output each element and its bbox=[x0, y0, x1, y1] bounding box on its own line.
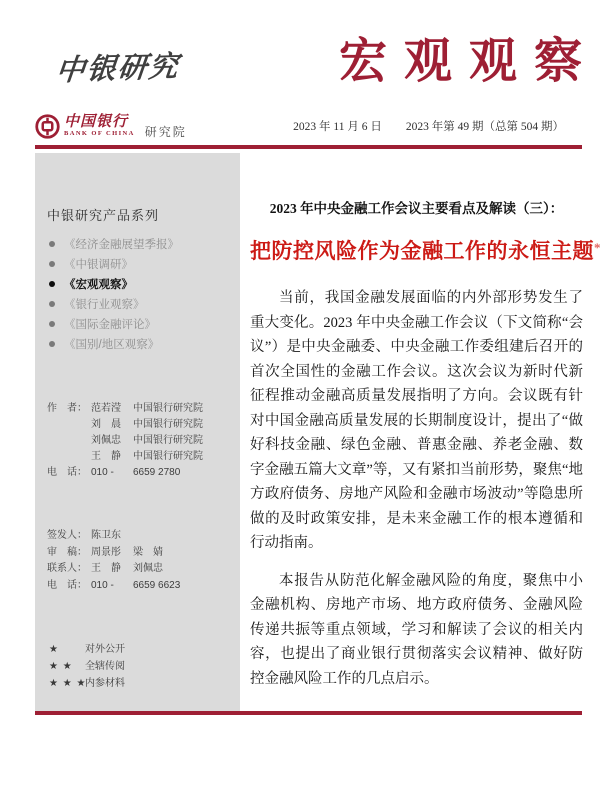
bullet-icon bbox=[49, 301, 55, 307]
field-label: 电 话： bbox=[47, 579, 87, 591]
series-item-label: 《银行业观察》 bbox=[64, 299, 145, 311]
org-row bbox=[35, 109, 582, 143]
author-org: 中国银行研究院 bbox=[133, 451, 203, 462]
author-name: 范若滢 bbox=[91, 403, 121, 414]
series-item-label: 《中银调研》 bbox=[64, 259, 133, 271]
series-item-label: 《宏观观察》 bbox=[64, 279, 133, 291]
author-org: 中国银行研究院 bbox=[133, 435, 203, 446]
series-item bbox=[47, 234, 179, 254]
phone-part: 6659 2780 bbox=[133, 467, 181, 478]
phone-part: 010 - bbox=[91, 467, 114, 478]
body-paragraph: 本报告从防范化解金融风险的角度，聚焦中小金融机构、房地产市场、地方政府债务、金融风险传递共振等重点领域，学习和解读了会议的相关内容，也提出了商业银行贯彻落实会议精神、做好防控金融风险工作的几点启示。 bbox=[250, 572, 583, 687]
field-label: 联系人： bbox=[47, 563, 87, 574]
dept-label: 研究院 bbox=[144, 125, 187, 139]
bottom-rule bbox=[35, 711, 582, 715]
publish-date: 2023 年 11 月 6 日 bbox=[293, 121, 382, 133]
author-org: 中国银行研究院 bbox=[133, 403, 203, 414]
field-label bbox=[47, 417, 91, 433]
bank-name-cn: 中国银行 bbox=[64, 113, 129, 130]
bank-name-block bbox=[64, 115, 135, 138]
bullet-icon bbox=[49, 321, 55, 327]
series-item-current bbox=[47, 274, 179, 294]
authors-block bbox=[47, 401, 203, 481]
article-kicker: 2023 年中央金融工作会议主要看点及解读（三）： bbox=[269, 201, 564, 216]
top-rule bbox=[35, 145, 582, 149]
contacts-block bbox=[47, 528, 180, 594]
star-rating-icon: ★ bbox=[49, 644, 59, 655]
author-org: 中国银行研究院 bbox=[133, 419, 203, 430]
bullet-icon bbox=[49, 241, 55, 247]
author-name: 刘 晨 bbox=[91, 419, 121, 430]
author-name: 王 静 bbox=[91, 451, 121, 462]
publication-title: 宏观观察 bbox=[338, 35, 599, 88]
series-item-label: 《国际金融评论》 bbox=[64, 319, 156, 331]
phone-part: 010 - bbox=[91, 579, 114, 591]
phone-part: 6659 6623 bbox=[133, 579, 181, 591]
series-item bbox=[47, 334, 179, 354]
series-item-label: 《国别/地区观察》 bbox=[64, 339, 160, 351]
issuer-name: 陈卫东 bbox=[91, 530, 121, 541]
series-title: 中银研究产品系列 bbox=[47, 208, 160, 223]
article-headline bbox=[250, 234, 601, 265]
classification-legend bbox=[49, 641, 125, 692]
issue-info bbox=[293, 118, 582, 134]
legend-label: 内参材料 bbox=[85, 678, 125, 689]
field-label bbox=[47, 449, 91, 465]
blank-cell bbox=[133, 528, 180, 545]
article-content bbox=[250, 200, 601, 691]
bullet-icon bbox=[49, 281, 55, 287]
footnote-asterisk: * bbox=[594, 240, 601, 255]
contact-name: 刘佩忠 bbox=[133, 563, 163, 574]
star-rating-icon: ★ ★ ★ bbox=[49, 678, 87, 689]
reviewer-name: 周景彤 bbox=[91, 546, 121, 558]
series-item bbox=[47, 254, 179, 274]
series-item-label: 《经济金融展望季报》 bbox=[64, 239, 179, 251]
sidebar bbox=[35, 153, 240, 711]
brand-calligraphy-logo: 中银研究 bbox=[54, 48, 182, 88]
headline-text: 把防控风险作为金融工作的永恒主题 bbox=[250, 239, 594, 263]
field-label: 电 话： bbox=[47, 467, 87, 478]
bullet-icon bbox=[49, 261, 55, 267]
author-name: 刘佩忠 bbox=[91, 435, 121, 446]
bank-of-china-emblem-icon bbox=[35, 114, 60, 139]
reviewer-name: 梁 婧 bbox=[133, 546, 163, 558]
body-paragraph: 当前，我国金融发展面临的内外部形势发生了重大变化。2023 年中央金融工作会议（下文简称“会议”）是中央金融委、中央金融工作委组建后召开的首次全国性的金融工作会议。这次会议为新时代新征程推动金融高质量发展指明了方向。会议既有针对中国金融高质量发展的长期制度设计，提出了“做好科技金融、绿色金融、普惠金融、养老金融、数字金融五篇大文章”等，又有紧扣当前形势，聚焦“地方政府债务、房地产风险和金融市场波动”等隐患所做的及时政策安排，是未来金融工作的根本遵循和行动指南。 bbox=[250, 290, 583, 551]
contact-name: 王 静 bbox=[91, 563, 121, 574]
field-label: 签发人： bbox=[47, 530, 87, 541]
field-label: 作 者： bbox=[47, 403, 87, 414]
field-label bbox=[47, 433, 91, 449]
field-label: 审 稿： bbox=[47, 546, 87, 558]
series-list bbox=[47, 234, 179, 354]
bullet-icon bbox=[49, 341, 55, 347]
legend-label: 全辖传阅 bbox=[85, 661, 125, 672]
series-item bbox=[47, 294, 179, 314]
star-rating-icon: ★ ★ bbox=[49, 661, 73, 672]
series-item bbox=[47, 314, 179, 334]
issue-number: 2023 年第 49 期（总第 504 期） bbox=[405, 121, 564, 133]
bank-name-en: BANK OF CHINA bbox=[64, 129, 135, 137]
legend-label: 对外公开 bbox=[85, 644, 125, 655]
